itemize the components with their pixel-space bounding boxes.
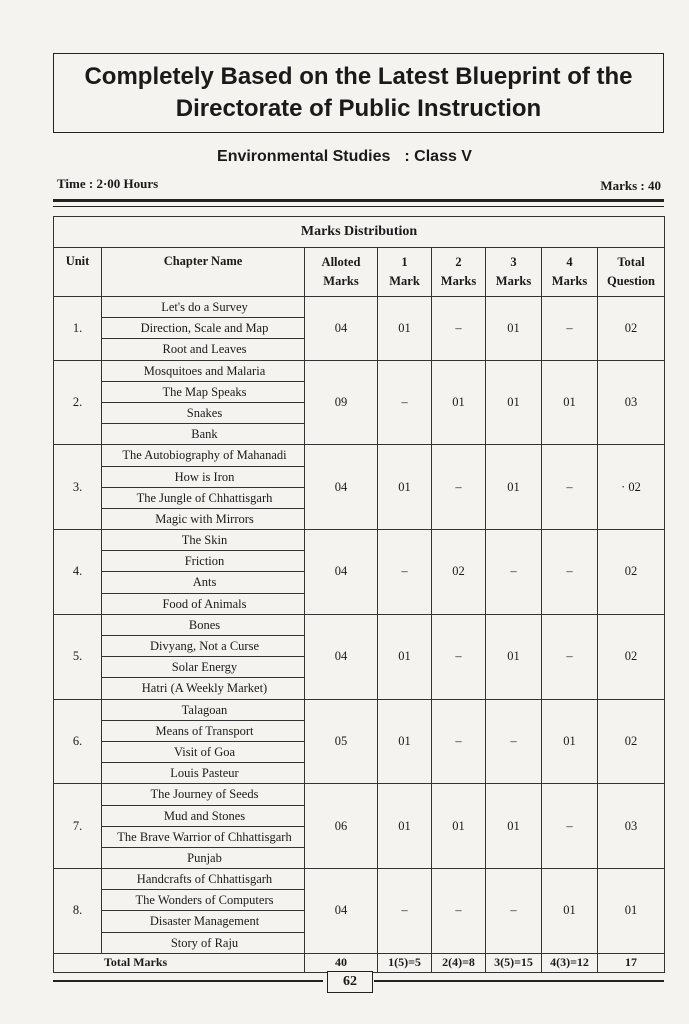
chapter-list-cell: [102, 869, 305, 954]
two-marks-count: 01: [432, 784, 486, 869]
chapter-list-cell: [102, 699, 305, 784]
chapter-name: Let's do a Survey: [102, 297, 304, 318]
footer-rule-left: [53, 980, 323, 982]
chapter-name: How is Iron: [102, 467, 304, 488]
unit-row: [54, 297, 665, 361]
alloted-marks: 04: [305, 530, 378, 615]
total-four-marks: 4(3)=12: [542, 953, 598, 972]
unit-row: [54, 360, 665, 445]
title-line-1: Completely Based on the Latest Blueprint of the: [84, 63, 633, 90]
chapter-name: The Brave Warrior of Chhattisgarh: [102, 827, 304, 848]
two-marks-column-header: 2 Marks: [432, 248, 486, 297]
chapter-name: Magic with Mirrors: [155, 511, 254, 526]
four-marks-count: –: [542, 614, 598, 699]
chapter-name: Visit of Goa: [102, 742, 304, 763]
unit-row: [54, 784, 665, 869]
two-marks-count: 01: [432, 360, 486, 445]
four-marks-count: –: [542, 530, 598, 615]
four-marks-count: 01: [542, 699, 598, 784]
one-mark-count: –: [378, 530, 432, 615]
four-marks-count: –: [542, 297, 598, 361]
one-mark-count: 01: [378, 614, 432, 699]
unit-number: 6.: [54, 699, 102, 784]
chapter-name: The Journey of Seeds: [102, 784, 304, 805]
unit-row: [54, 869, 665, 954]
alloted-marks: 04: [305, 614, 378, 699]
chapter-name: Talagoan: [102, 700, 304, 721]
chapter-list-cell: [102, 614, 305, 699]
total-question-count: 02: [598, 530, 665, 615]
total-alloted: 40: [305, 953, 378, 972]
alloted-marks: 09: [305, 360, 378, 445]
chapter-name: The Map Speaks: [102, 382, 304, 403]
unit-number: 8.: [54, 869, 102, 954]
one-mark-count: 01: [378, 699, 432, 784]
unit-number: 7.: [54, 784, 102, 869]
total-question-count: 03: [598, 784, 665, 869]
chapter-name: Friction: [102, 551, 304, 572]
marks-distribution-header: Marks Distribution: [54, 217, 665, 248]
three-marks-count: –: [486, 869, 542, 954]
three-marks-count: 01: [486, 784, 542, 869]
alloted-marks: 06: [305, 784, 378, 869]
subject-heading: [0, 148, 689, 166]
alloted-marks: 05: [305, 699, 378, 784]
chapter-list-cell: [102, 784, 305, 869]
one-mark-count: 01: [378, 297, 432, 361]
three-marks-count: 01: [486, 360, 542, 445]
blueprint-table: [53, 216, 665, 973]
one-mark-count: –: [378, 360, 432, 445]
two-marks-count: –: [432, 699, 486, 784]
chapter-name: Means of Transport: [102, 721, 304, 742]
chapter-name: Divyang, Not a Curse: [102, 636, 304, 657]
chapter-column-header: Chapter Name: [102, 248, 305, 297]
total-question-count: 03: [598, 360, 665, 445]
chapter-name: Story of Raju: [170, 935, 239, 950]
three-marks-count: –: [486, 530, 542, 615]
unit-number: 2.: [54, 360, 102, 445]
two-marks-count: –: [432, 297, 486, 361]
alloted-marks: 04: [305, 869, 378, 954]
chapter-list-cell: [102, 360, 305, 445]
alloted-column-header: Alloted Marks: [305, 248, 378, 297]
blueprint-body: [54, 297, 665, 973]
unit-number: 3.: [54, 445, 102, 530]
total-question-count: 02: [598, 297, 665, 361]
two-marks-count: –: [432, 445, 486, 530]
total-one-mark: 1(5)=5: [378, 953, 432, 972]
one-mark-count: –: [378, 869, 432, 954]
title-banner: [53, 53, 664, 133]
total-question-count: 02: [598, 699, 665, 784]
unit-number: 5.: [54, 614, 102, 699]
chapter-name: Louis Pasteur: [170, 766, 239, 781]
chapter-name: The Autobiography of Mahanadi: [102, 445, 304, 466]
unit-number: 1.: [54, 297, 102, 361]
unit-row: [54, 445, 665, 530]
alloted-marks: 04: [305, 297, 378, 361]
chapter-list-cell: [102, 530, 305, 615]
header-rule-thick: [53, 199, 664, 202]
page-number: 62: [327, 971, 373, 993]
chapter-name: Mosquitoes and Malaria: [102, 361, 304, 382]
chapter-name: Snakes: [102, 403, 304, 424]
unit-row: [54, 614, 665, 699]
three-marks-count: 01: [486, 297, 542, 361]
total-questions: 17: [598, 953, 665, 972]
chapter-name: The Jungle of Chhattisgarh: [102, 488, 304, 509]
class-label: : Class V: [404, 148, 472, 165]
two-marks-count: –: [432, 869, 486, 954]
total-three-marks: 3(5)=15: [486, 953, 542, 972]
two-marks-count: –: [432, 614, 486, 699]
total-question-column-header: Total Question: [598, 248, 665, 297]
chapter-name: Direction, Scale and Map: [102, 318, 304, 339]
one-mark-count: 01: [378, 784, 432, 869]
four-marks-count: –: [542, 784, 598, 869]
chapter-name: Food of Animals: [162, 596, 247, 611]
unit-row: [54, 699, 665, 784]
time-label: Time : 2·00 Hours: [57, 176, 159, 191]
chapter-name: Disaster Management: [102, 911, 304, 932]
unit-row: [54, 530, 665, 615]
chapter-list-cell: [102, 445, 305, 530]
unit-column-header: Unit: [54, 248, 102, 297]
chapter-name: Bank: [191, 427, 218, 442]
one-mark-column-header: 1 Mark: [378, 248, 432, 297]
chapter-name: The Wonders of Computers: [102, 890, 304, 911]
total-question-count: · 02: [598, 445, 665, 530]
total-question-count: 02: [598, 614, 665, 699]
footer-rule-right: [374, 980, 664, 982]
chapter-name: Bones: [102, 615, 304, 636]
two-marks-count: 02: [432, 530, 486, 615]
four-marks-count: –: [542, 445, 598, 530]
chapter-name: Root and Leaves: [162, 342, 247, 357]
chapter-name: Solar Energy: [102, 657, 304, 678]
chapter-name: Ants: [102, 572, 304, 593]
unit-number: 4.: [54, 530, 102, 615]
subject-name: Environmental Studies: [217, 148, 391, 165]
four-marks-column-header: 4 Marks: [542, 248, 598, 297]
three-marks-count: 01: [486, 614, 542, 699]
alloted-marks: 04: [305, 445, 378, 530]
one-mark-count: 01: [378, 445, 432, 530]
four-marks-count: 01: [542, 869, 598, 954]
chapter-name: The Skin: [102, 530, 304, 551]
chapter-name: Hatri (A Weekly Market): [141, 681, 268, 696]
total-row: [54, 953, 665, 972]
chapter-name: Mud and Stones: [102, 806, 304, 827]
three-marks-count: 01: [486, 445, 542, 530]
marks-label: Marks : 40: [600, 178, 661, 193]
chapter-list-cell: [102, 297, 305, 361]
total-question-count: 01: [598, 869, 665, 954]
total-label: Total Marks: [54, 953, 305, 972]
header-rule-thin: [53, 206, 664, 207]
total-two-marks: 2(4)=8: [432, 953, 486, 972]
chapter-name: Handcrafts of Chhattisgarh: [102, 869, 304, 890]
chapter-name: Punjab: [187, 850, 222, 865]
three-marks-column-header: 3 Marks: [486, 248, 542, 297]
title-line-2: Directorate of Public Instruction: [175, 95, 542, 122]
three-marks-count: –: [486, 699, 542, 784]
four-marks-count: 01: [542, 360, 598, 445]
